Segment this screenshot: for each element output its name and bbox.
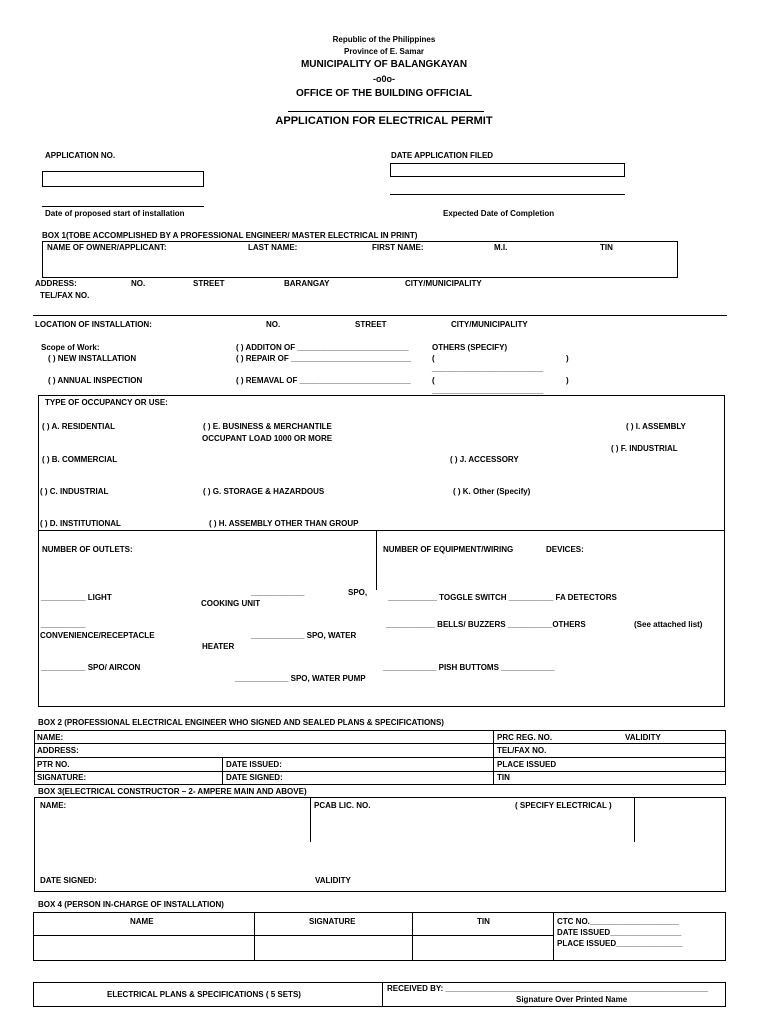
others-option[interactable]: OTHERS (SPECIFY): [432, 343, 508, 352]
box2-address[interactable]: ADDRESS:: [37, 746, 79, 755]
box2-date-issued[interactable]: DATE ISSUED:: [226, 760, 282, 769]
location-street-label: STREET: [355, 320, 387, 329]
box2-row-line-2: [34, 757, 726, 758]
start-date-label: Date of proposed start of installation: [45, 209, 185, 218]
others-paren-close-2: ): [566, 376, 569, 385]
others-underline-2[interactable]: _________________________: [432, 386, 544, 395]
box1-title: BOX 1(TOBE ACCOMPLISHED BY A PROFESSIONAL ENGINEER/ MASTER ELECTRICAL IN PRINT): [42, 231, 418, 240]
box4-ctc[interactable]: CTC NO.____________________: [557, 917, 679, 926]
box2-row-line-1: [34, 743, 726, 744]
see-attached-label: (See attached list): [634, 620, 703, 629]
box4-col-3: [553, 912, 554, 961]
last-name-label: LAST NAME:: [248, 243, 298, 252]
others-paren-close-1: ): [566, 354, 569, 363]
cooking-unit-label: COOKING UNIT: [201, 599, 261, 608]
toggle-fa-field[interactable]: ___________ TOGGLE SWITCH __________ FA DETECTORS: [388, 593, 617, 602]
cooking-spo-label: SPO,: [348, 588, 368, 597]
occupancy-b[interactable]: ( ) B. COMMERCIAL: [42, 455, 118, 464]
box3-divider-left: [310, 797, 311, 842]
water-heater-field[interactable]: ____________ SPO, WATER: [251, 631, 357, 640]
separator-line: -o0o-: [373, 74, 395, 84]
others-underline-1[interactable]: _________________________: [432, 364, 544, 373]
occupancy-box: [38, 395, 725, 531]
occupancy-j[interactable]: ( ) J. ACCESSORY: [450, 455, 519, 464]
box2-col-line-mid: [222, 757, 223, 785]
mi-label: M.I.: [494, 243, 508, 252]
municipality-line: MUNICIPALITY OF BALANGKAYAN: [300, 59, 468, 70]
repair-option[interactable]: ( ) REPAIR OF ___________________________: [236, 354, 412, 363]
province-line: Province of E. Samar: [343, 47, 425, 56]
box3-date-signed[interactable]: DATE SIGNED:: [40, 876, 97, 885]
date-filed-line: [390, 194, 625, 195]
location-no-label: NO.: [266, 320, 281, 329]
date-filed-label: DATE APPLICATION FILED: [391, 151, 494, 160]
box2-signature[interactable]: SIGNATURE:: [37, 773, 87, 782]
box4-col-1: [254, 912, 255, 961]
box3-specify: ( SPECIFY ELECTRICAL ): [515, 801, 612, 810]
application-no-input[interactable]: [42, 171, 204, 187]
completion-date-label: Expected Date of Completion: [443, 209, 555, 218]
scope-label: Scope of Work:: [41, 343, 100, 352]
received-by-field[interactable]: RECEIVED BY: ___________________________________________________________: [387, 984, 709, 993]
box4-title: BOX 4 (PERSON IN-CHARGE OF INSTALLATION): [38, 900, 224, 909]
box3-title: BOX 3(ELECTRICAL CONSTRUCTOR – 2- AMPERE MAIN AND ABOVE): [38, 787, 307, 796]
start-date-line[interactable]: [42, 206, 204, 207]
box3-divider-right: [634, 797, 635, 842]
addition-option[interactable]: ( ) ADDITON OF _________________________: [236, 343, 409, 352]
page-title: APPLICATION FOR ELECTRICAL PERMIT: [275, 115, 493, 127]
box2-telfax[interactable]: TEL/FAX NO.: [497, 746, 547, 755]
first-name-label: FIRST NAME:: [372, 243, 424, 252]
box2-validity[interactable]: VALIDITY: [625, 733, 661, 742]
occupancy-title: TYPE OF OCCUPANCY OR USE:: [45, 398, 168, 407]
application-no-label: APPLICATION NO.: [45, 151, 116, 160]
box2-name[interactable]: NAME:: [37, 733, 64, 742]
box4-name-header: NAME: [130, 917, 154, 926]
box2-prc[interactable]: PRC REG. NO.: [497, 733, 553, 742]
box3-name[interactable]: NAME:: [40, 801, 67, 810]
address-barangay-label: BARANGAY: [284, 279, 330, 288]
footer-divider: [382, 982, 383, 1007]
occupancy-g[interactable]: ( ) G. STORAGE & HAZARDOUS: [203, 487, 325, 496]
occupancy-k[interactable]: ( ) K. Other (Specify): [453, 487, 531, 496]
box2-col-line-right: [493, 730, 494, 785]
cooking-line[interactable]: ____________: [251, 588, 305, 597]
box2-ptr[interactable]: PTR NO.: [37, 760, 70, 769]
removal-option[interactable]: ( ) REMAVAL OF _________________________: [236, 376, 411, 385]
address-no-label: NO.: [131, 279, 146, 288]
telfax-label: TEL/FAX NO.: [40, 291, 90, 300]
annual-inspection-option[interactable]: ( ) ANNUAL INSPECTION: [48, 376, 143, 385]
others-paren-open-2: (: [432, 376, 435, 385]
aircon-field[interactable]: __________ SPO/ AIRCON: [41, 663, 141, 672]
box2-tin[interactable]: TIN: [497, 773, 510, 782]
date-filed-input[interactable]: [390, 163, 625, 177]
outlets-divider: [376, 530, 377, 590]
occupancy-h[interactable]: ( ) H. ASSEMBLY OTHER THAN GROUP: [209, 519, 359, 528]
occupancy-f[interactable]: ( ) F. INDUSTRIAL: [611, 444, 678, 453]
light-field[interactable]: __________ LIGHT: [41, 593, 112, 602]
new-installation-option[interactable]: ( ) NEW INSTALLATION: [48, 354, 137, 363]
republic-line: Republic of the Philippines: [332, 35, 436, 44]
occupancy-d[interactable]: ( ) D. INSTITUTIONAL: [40, 519, 121, 528]
box4-signature-header: SIGNATURE: [309, 917, 356, 926]
owner-label: NAME OF OWNER/APPLICANT:: [47, 243, 167, 252]
convenience-label: CONVENIENCE/RECEPTACLE: [40, 631, 155, 640]
bells-others-field[interactable]: ___________ BELLS/ BUZZERS __________OTHERS: [386, 620, 586, 629]
signature-printed-label: Signature Over Printed Name: [516, 995, 628, 1004]
water-pump-field[interactable]: ____________ SPO, WATER PUMP: [235, 674, 366, 683]
location-label: LOCATION OF INSTALLATION:: [35, 320, 152, 329]
occupancy-i[interactable]: ( ) I. ASSEMBLY: [626, 422, 686, 431]
box2-place-issued[interactable]: PLACE ISSUED: [497, 760, 557, 769]
location-rule: [33, 315, 727, 316]
convenience-line[interactable]: __________: [41, 620, 86, 629]
box4-col-2: [412, 912, 413, 961]
box4-header-line: [33, 935, 553, 936]
devices-label: DEVICES:: [546, 545, 584, 554]
location-city-label: CITY/MUNICIPALITY: [451, 320, 528, 329]
box4-date-issued[interactable]: DATE ISSUED________________: [557, 928, 682, 937]
box2-row-line-3: [34, 771, 726, 772]
tin-label: TIN: [600, 243, 613, 252]
box3-box: [34, 797, 726, 892]
occupancy-e-detail: OCCUPANT LOAD 1000 OR MORE: [202, 434, 333, 443]
occupancy-c[interactable]: ( ) C. INDUSTRIAL: [40, 487, 109, 496]
box2-title: BOX 2 (PROFESSIONAL ELECTRICAL ENGINEER WHO SIGNED AND SEALED PLANS & SPECIFICATIONS): [38, 718, 444, 727]
box4-tin-header: TIN: [477, 917, 490, 926]
address-label: ADDRESS:: [35, 279, 77, 288]
box3-validity[interactable]: VALIDITY: [315, 876, 351, 885]
outlets-title: NUMBER OF OUTLETS:: [42, 545, 133, 554]
plans-label: ELECTRICAL PLANS & SPECIFICATIONS ( 5 SETS): [107, 990, 301, 999]
box3-pcab[interactable]: PCAB LIC. NO.: [314, 801, 371, 810]
equipment-title: NUMBER OF EQUIPMENT/WIRING: [383, 545, 514, 554]
box4-place-issued[interactable]: PLACE ISSUED_______________: [557, 939, 683, 948]
heater-label: HEATER: [202, 642, 235, 651]
address-city-label: CITY/MUNICIPALITY: [405, 279, 482, 288]
occupancy-e[interactable]: ( ) E. BUSINESS & MERCHANTILE: [203, 422, 332, 431]
occupancy-a[interactable]: ( ) A. RESIDENTIAL: [42, 422, 116, 431]
outlets-equipment-box: [38, 530, 725, 707]
header-rule: [288, 111, 484, 112]
address-street-label: STREET: [193, 279, 225, 288]
others-paren-open-1: (: [432, 354, 435, 363]
box2-date-signed[interactable]: DATE SIGNED:: [226, 773, 283, 782]
office-line: OFFICE OF THE BUILDING OFFICIAL: [295, 88, 473, 99]
push-buttons-field[interactable]: ____________ PISH BUTTOMS ____________: [383, 663, 555, 672]
